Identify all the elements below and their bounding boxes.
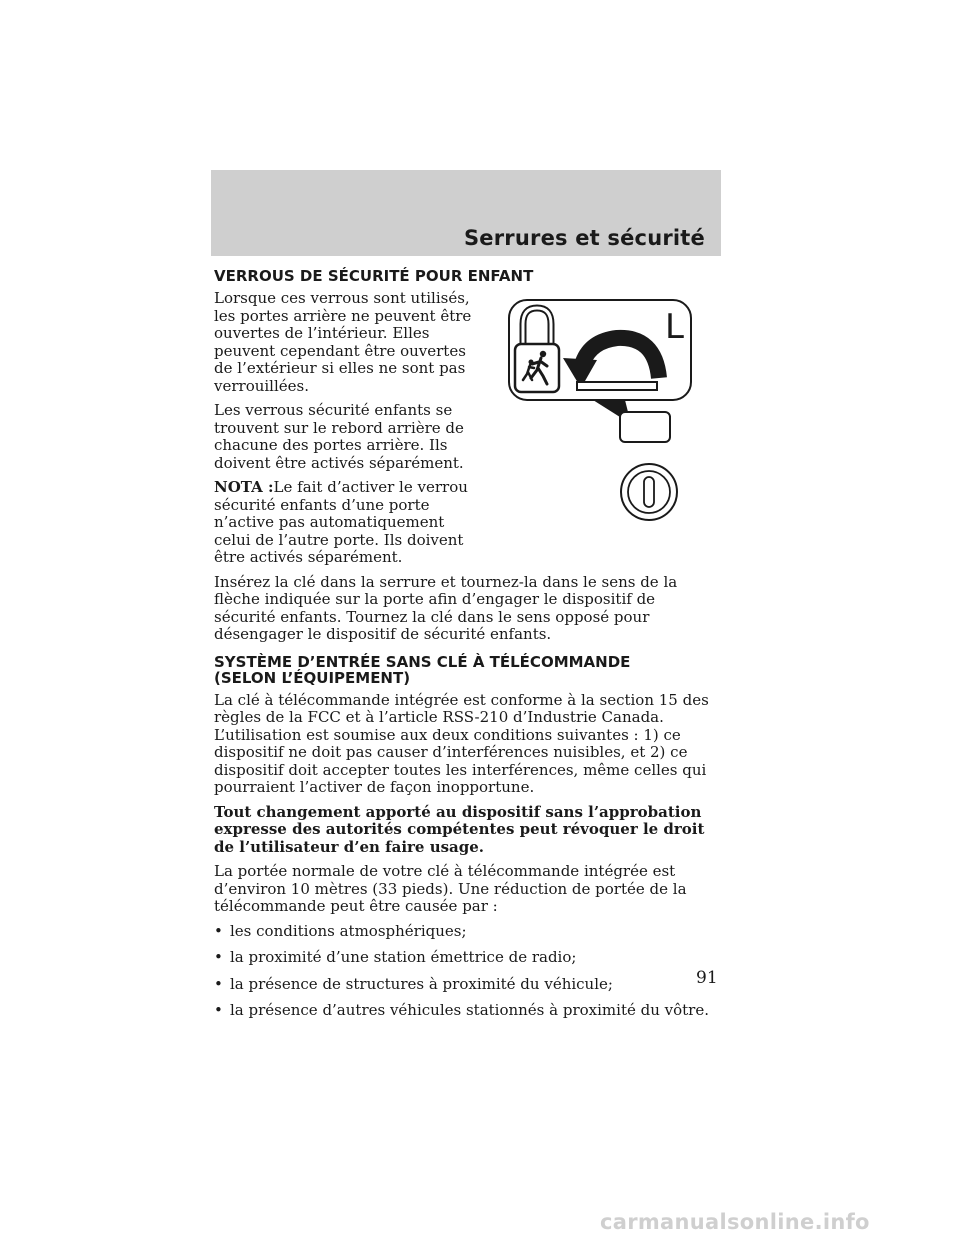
list-item: • la présence d’autres véhicules stationnés à proximité du vôtre. (214, 1001, 709, 1019)
paragraph-range: La portée normale de votre clé à télécommande intégrée est d’environ 10 mètres (33 pieds). Une réduction de portée de la télécommande peut être causée par : (214, 862, 687, 915)
bullet-icon: • (214, 974, 223, 993)
child-lock-illustration (505, 296, 715, 546)
section-header-band (211, 170, 721, 256)
paragraph-nota (214, 479, 482, 567)
bullet-icon: • (214, 948, 223, 966)
paragraph-fcc-compliance: La clé à télécommande intégrée est conforme à la section 15 des règles de la FCC et à l’article RSS-210 d’Industrie Canada. L’utilisation est soumise aux deux conditions suivantes : 1) ce dispositif ne doit pas causer d’interférences nuisibles, et 2) ce dispositif doit accepter toutes les interférences, même celles qui pourraient l’activer de façon inopportune. (214, 690, 709, 796)
heading-remote-entry-line2: (SELON L’ÉQUIPEMENT) (214, 668, 411, 687)
list-item: • les conditions atmosphériques; (214, 921, 467, 940)
paragraph-child-locks-location: Les verrous sécurité enfants se trouvent sur le rebord arrière de chacune des portes arrière. Ils doivent être activés séparément. (214, 401, 464, 472)
heading-remote-entry (214, 654, 719, 686)
range-factors-list (214, 923, 719, 1020)
heading-child-locks: VERROUS DE SÉCURITÉ POUR ENFANT (214, 267, 534, 285)
paragraph-child-locks-instructions: Insérez la clé dans la serrure et tournez-la dans le sens de la flèche indiquée sur la porte afin d’engager le dispositif de sécurité enfants. Tournez la clé dans le sens opposé pour désengager le dispositif de sécurité enfants. (214, 572, 678, 643)
lock-letter-label: L (665, 307, 684, 347)
paragraph-warning: Tout changement apporté au dispositif sans l’approbation expresse des autorités compétentes peut révoquer le droit de l’utilisateur d’en faire usage. (214, 802, 705, 856)
section-title: Serrures et sécurité (463, 226, 705, 250)
paragraph-child-locks-intro: Lorsque ces verrous sont utilisés, les portes arrière ne peuvent être ouvertes de l’intérieur. Elles peuvent cependant être ouvertes de l’extérieur si elles ne sont pas verrouillées. (214, 289, 472, 395)
list-item: • la présence de structures à proximité du véhicule; (214, 974, 613, 993)
key-cylinder-icon (621, 464, 677, 520)
page-number: 91 (696, 968, 718, 988)
nota-label: NOTA : (214, 478, 274, 496)
watermark: carmanualsonline.info (600, 1210, 870, 1234)
bullet-icon: • (214, 1001, 223, 1019)
bullet-icon: • (214, 921, 223, 940)
list-item: • la proximité d’une station émettrice de radio; (214, 948, 577, 966)
heading-remote-entry-line1: SYSTÈME D’ENTRÉE SANS CLÉ À TÉLÉCOMMANDE (214, 652, 631, 671)
nota-text: Le fait d’activer le verrou sécurité enfants d’une porte n’active pas automatiquement celui de l’autre porte. Ils doivent être activés séparément. (214, 478, 468, 566)
